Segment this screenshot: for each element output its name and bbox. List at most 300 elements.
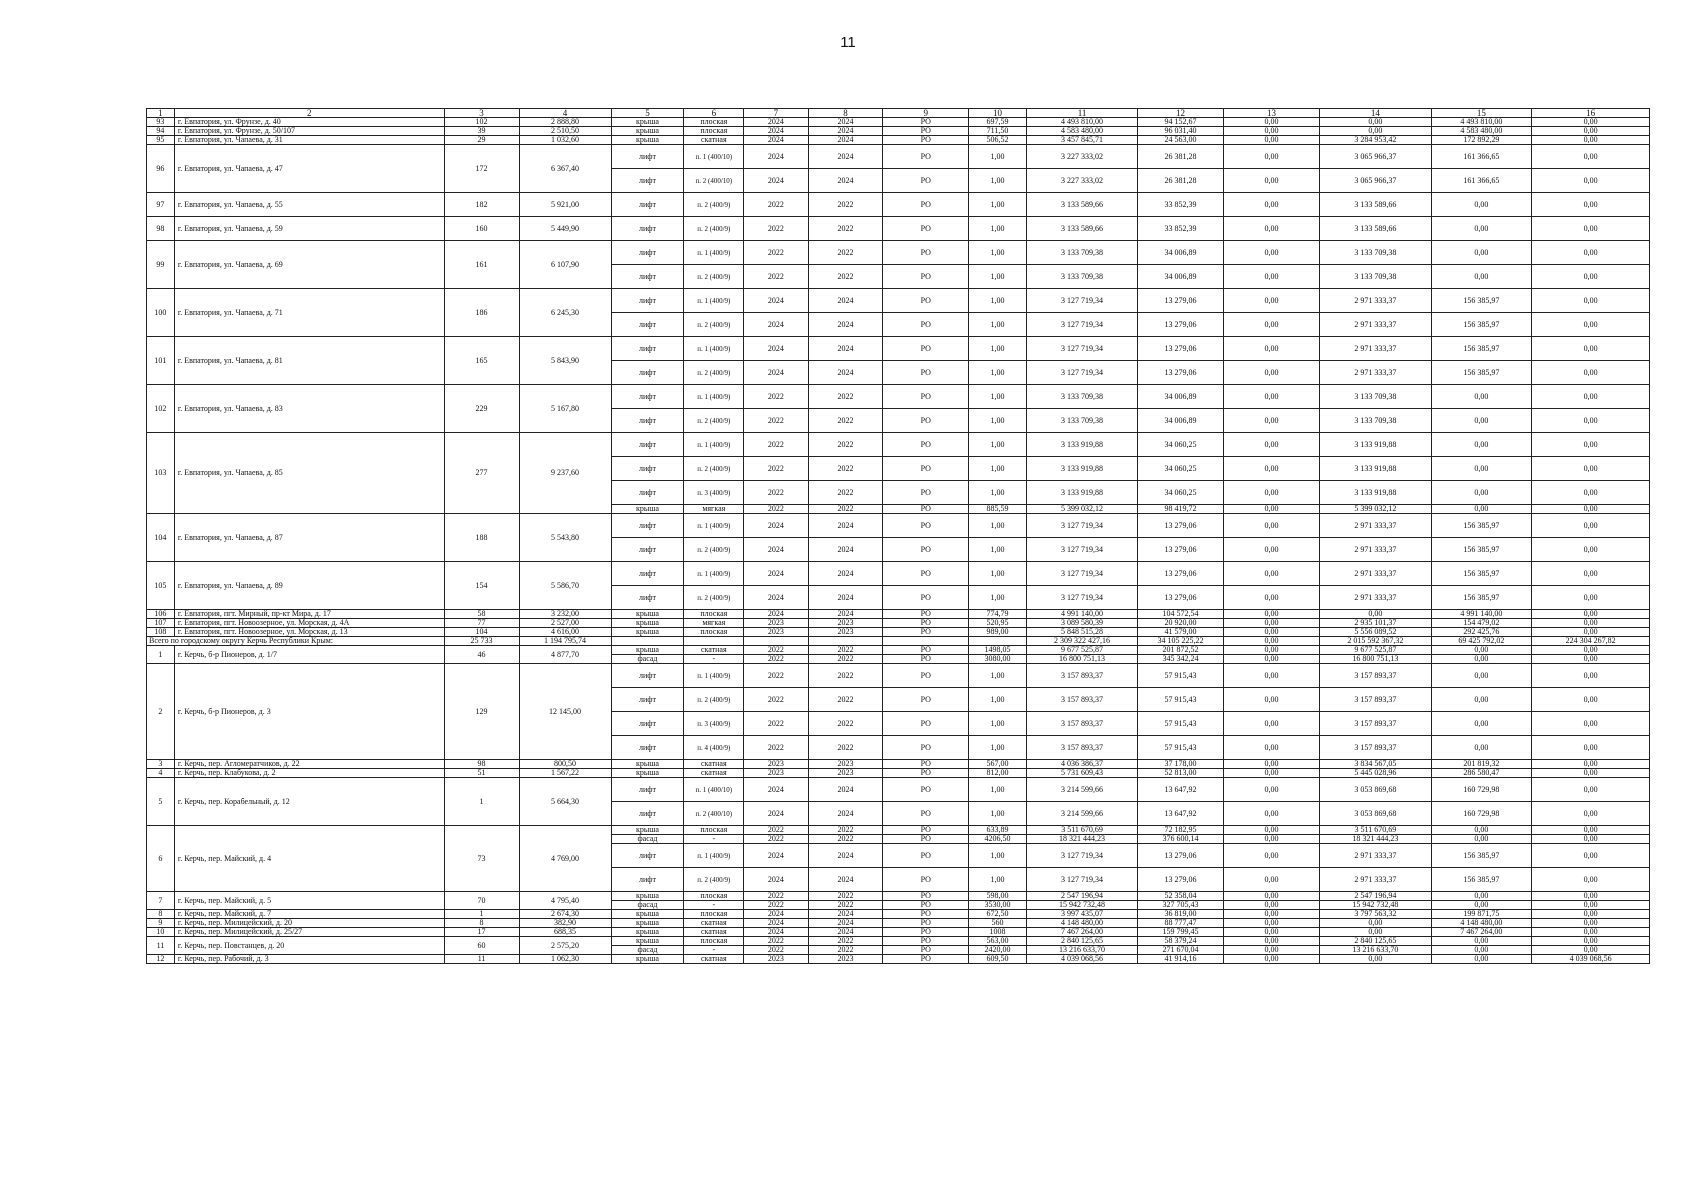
cell-address: г. Евпатория, ул. Чапаева, д. 47: [174, 145, 444, 193]
cell-residents: 1: [444, 778, 519, 826]
cell-num: 95: [147, 136, 175, 145]
table-row: [147, 136, 1650, 145]
cell-fund-owners: 0,00: [1532, 313, 1650, 337]
cell-address: г. Керчь, б-р Пионеров, д. 3: [174, 664, 444, 760]
cell-plan-year: 2024: [744, 514, 808, 538]
cell-total-cost: 3 214 599,66: [1026, 802, 1137, 826]
cell-area: 6 245,30: [519, 289, 611, 337]
cell-plan-year: 2022: [744, 664, 808, 688]
cell-num: 98: [147, 217, 175, 241]
cell-area: 5 167,80: [519, 385, 611, 433]
cell-plan-year: 2024: [744, 118, 808, 127]
cell-plan-year: 2022: [744, 688, 808, 712]
header-row: [147, 109, 1650, 118]
cell-source: РО: [883, 136, 969, 145]
cell-source: РО: [883, 118, 969, 127]
cell-fund-federal: 0,00: [1223, 835, 1319, 844]
cell-work-year: 2024: [808, 538, 883, 562]
cell-volume: 1,00: [969, 217, 1027, 241]
cell-work-year: 2024: [808, 778, 883, 802]
cell-fund-republic: 5 556 089,52: [1320, 628, 1431, 637]
cell-element: лифт: [611, 538, 684, 562]
cell-fund-republic: 2 971 333,37: [1320, 337, 1431, 361]
cell-fund-owners: 0,00: [1532, 937, 1650, 946]
cell-element-type: плоская: [684, 826, 744, 835]
cell-element: крыша: [611, 910, 684, 919]
cell-plan-year: 2024: [744, 928, 808, 937]
cell-work-year: 2022: [808, 409, 883, 433]
cell-fund-local: 0,00: [1431, 892, 1532, 901]
cell-fund-republic: 3 511 670,69: [1320, 826, 1431, 835]
cell-plan-year: 2024: [744, 313, 808, 337]
cell-work-year: 2024: [808, 928, 883, 937]
cell-fund-local: 0,00: [1431, 946, 1532, 955]
cell-fund-local: 4 583 480,00: [1431, 127, 1532, 136]
cell-specific-cost: 94 152,67: [1138, 118, 1224, 127]
cell-specific-cost: 34 060,25: [1138, 457, 1224, 481]
cell-work-year: 2022: [808, 688, 883, 712]
cell-element: крыша: [611, 892, 684, 901]
cell-address: г. Евпатория, пгт. Мирный, пр-кт Мира, д. 17: [174, 610, 444, 619]
cell-source: РО: [883, 928, 969, 937]
cell-area: 9 237,60: [519, 433, 611, 514]
cell-fund-republic: 2 971 333,37: [1320, 514, 1431, 538]
cell-plan-year: 2024: [744, 136, 808, 145]
cell-address: г. Евпатория, ул. Чапаева, д. 69: [174, 241, 444, 289]
cell-specific-cost: 34 006,89: [1138, 409, 1224, 433]
cell-fund-federal: 0,00: [1223, 769, 1319, 778]
cell-fund-local: 286 580,47: [1431, 769, 1532, 778]
cell-fund-federal: 0,00: [1223, 646, 1319, 655]
cell-fund-federal: 0,00: [1223, 736, 1319, 760]
cell-fund-local: 160 729,98: [1431, 778, 1532, 802]
table-row: [147, 910, 1650, 919]
cell-source: РО: [883, 826, 969, 835]
table-row: [147, 928, 1650, 937]
cell-total-cost: 3 157 893,37: [1026, 736, 1137, 760]
table-row: [147, 955, 1650, 964]
cell-plan-year: 2022: [744, 946, 808, 955]
cell-fund-local: 156 385,97: [1431, 538, 1532, 562]
cell-residents: 8: [444, 919, 519, 928]
cell-fund-local: 160 729,98: [1431, 802, 1532, 826]
cell-fund-republic: 0,00: [1320, 928, 1431, 937]
cell-address: г. Евпатория, ул. Чапаева, д. 89: [174, 562, 444, 610]
cell-fund-federal: 0,00: [1223, 241, 1319, 265]
cell-fund-republic: 2 971 333,37: [1320, 844, 1431, 868]
cell-fund-federal: 0,00: [1223, 892, 1319, 901]
cell-fund-republic: 16 800 751,13: [1320, 655, 1431, 664]
table-row: [147, 760, 1650, 769]
cell-fund-federal: 0,00: [1223, 457, 1319, 481]
cell-fund-federal: 0,00: [1223, 127, 1319, 136]
cell-element-type: п. 2 (400/9): [684, 688, 744, 712]
column-number-16: 16: [1532, 109, 1650, 118]
cell-element: лифт: [611, 409, 684, 433]
table-row: [147, 937, 1650, 946]
cell-work-year: 2022: [808, 457, 883, 481]
cell-fund-republic: 5 445 028,96: [1320, 769, 1431, 778]
cell-volume: 1,00: [969, 145, 1027, 169]
cell-work-year: 2022: [808, 505, 883, 514]
cell-address: г. Керчь, пер. Корабельный, д. 12: [174, 778, 444, 826]
cell-element: лифт: [611, 736, 684, 760]
cell-specific-cost: 201 872,52: [1138, 646, 1224, 655]
cell-residents: 73: [444, 826, 519, 892]
cell-specific-cost: 41 914,16: [1138, 955, 1224, 964]
cell-fund-local: 4 991 140,00: [1431, 610, 1532, 619]
cell-fund-federal: 0,00: [1223, 409, 1319, 433]
cell-specific-cost: 13 279,06: [1138, 868, 1224, 892]
cell-residents: 165: [444, 337, 519, 385]
column-number-8: 8: [808, 109, 883, 118]
cell-area: 1 062,30: [519, 955, 611, 964]
cell-fund-federal: 0,00: [1223, 265, 1319, 289]
cell-element: лифт: [611, 514, 684, 538]
table-row: [147, 289, 1650, 313]
cell-volume: 1,00: [969, 586, 1027, 610]
cell-work-year: 2022: [808, 712, 883, 736]
cell-element: крыша: [611, 610, 684, 619]
cell-element-type: -: [684, 655, 744, 664]
cell-work-year: 2023: [808, 955, 883, 964]
cell-fund-owners: 0,00: [1532, 361, 1650, 385]
cell-residents: 160: [444, 217, 519, 241]
cell-element-type: мягкая: [684, 619, 744, 628]
cell-source: РО: [883, 265, 969, 289]
cell-num: 94: [147, 127, 175, 136]
cell-specific-cost: 52 813,00: [1138, 769, 1224, 778]
cell-element: лифт: [611, 688, 684, 712]
cell-fund-owners: 0,00: [1532, 538, 1650, 562]
total-cell: 1 194 795,74: [519, 637, 611, 646]
cell-fund-federal: 0,00: [1223, 145, 1319, 169]
cell-fund-federal: 0,00: [1223, 313, 1319, 337]
cell-element-type: п. 2 (400/9): [684, 313, 744, 337]
cell-source: РО: [883, 628, 969, 637]
cell-total-cost: 3 511 670,69: [1026, 826, 1137, 835]
capital-repair-register-table: [146, 108, 1650, 964]
cell-element-type: п. 2 (400/9): [684, 193, 744, 217]
cell-fund-owners: 0,00: [1532, 760, 1650, 769]
cell-fund-local: 0,00: [1431, 481, 1532, 505]
cell-total-cost: 3 157 893,37: [1026, 688, 1137, 712]
table-row: [147, 610, 1650, 619]
cell-element-type: п. 2 (400/9): [684, 586, 744, 610]
cell-source: РО: [883, 217, 969, 241]
cell-plan-year: 2024: [744, 586, 808, 610]
cell-source: РО: [883, 760, 969, 769]
cell-fund-owners: 0,00: [1532, 193, 1650, 217]
cell-fund-federal: 0,00: [1223, 118, 1319, 127]
cell-address: г. Евпатория, ул. Чапаева, д. 31: [174, 136, 444, 145]
total-row: [147, 637, 1650, 646]
cell-fund-owners: 0,00: [1532, 892, 1650, 901]
table-row: [147, 118, 1650, 127]
cell-total-cost: 9 677 525,87: [1026, 646, 1137, 655]
cell-source: РО: [883, 844, 969, 868]
cell-fund-owners: 0,00: [1532, 457, 1650, 481]
cell-element: лифт: [611, 481, 684, 505]
cell-specific-cost: 26 381,28: [1138, 145, 1224, 169]
cell-fund-federal: 0,00: [1223, 217, 1319, 241]
cell-plan-year: 2024: [744, 778, 808, 802]
cell-residents: 188: [444, 514, 519, 562]
cell-element: крыша: [611, 928, 684, 937]
cell-address: г. Евпатория, ул. Чапаева, д. 87: [174, 514, 444, 562]
cell-fund-republic: 3 065 966,37: [1320, 169, 1431, 193]
cell-element-type: п. 1 (400/9): [684, 385, 744, 409]
cell-source: РО: [883, 919, 969, 928]
cell-element-type: п. 2 (400/9): [684, 265, 744, 289]
cell-specific-cost: 376 600,14: [1138, 835, 1224, 844]
cell-source: РО: [883, 736, 969, 760]
cell-num: 105: [147, 562, 175, 610]
cell-volume: 1,00: [969, 265, 1027, 289]
cell-plan-year: 2024: [744, 919, 808, 928]
cell-address: г. Керчь, пер. Агломератчиков, д. 22: [174, 760, 444, 769]
cell-fund-republic: 3 797 563,32: [1320, 910, 1431, 919]
table-row: [147, 619, 1650, 628]
cell-total-cost: 3 133 589,66: [1026, 193, 1137, 217]
cell-num: 102: [147, 385, 175, 433]
cell-element: крыша: [611, 646, 684, 655]
cell-fund-owners: 0,00: [1532, 481, 1650, 505]
cell-num: 96: [147, 145, 175, 193]
cell-specific-cost: 34 006,89: [1138, 265, 1224, 289]
cell-element: крыша: [611, 826, 684, 835]
table-row: [147, 433, 1650, 457]
cell-specific-cost: 88 777,47: [1138, 919, 1224, 928]
cell-total-cost: 5 731 609,43: [1026, 769, 1137, 778]
cell-work-year: 2022: [808, 664, 883, 688]
cell-specific-cost: 98 419,72: [1138, 505, 1224, 514]
cell-specific-cost: 34 060,25: [1138, 481, 1224, 505]
cell-fund-owners: 0,00: [1532, 385, 1650, 409]
cell-address: г. Керчь, пер. Повстанцев, д. 20: [174, 937, 444, 955]
cell-residents: 182: [444, 193, 519, 217]
cell-fund-local: 156 385,97: [1431, 586, 1532, 610]
column-number-11: 11: [1026, 109, 1137, 118]
cell-specific-cost: 41 579,00: [1138, 628, 1224, 637]
cell-volume: 1,00: [969, 337, 1027, 361]
cell-source: РО: [883, 169, 969, 193]
cell-fund-local: 0,00: [1431, 217, 1532, 241]
total-cell: 2 309 322 427,16: [1026, 637, 1137, 646]
cell-work-year: 2023: [808, 760, 883, 769]
cell-address: г. Керчь, пер. Милицейский, д. 25/27: [174, 928, 444, 937]
cell-total-cost: 3 133 709,38: [1026, 409, 1137, 433]
cell-total-cost: 3 133 709,38: [1026, 241, 1137, 265]
cell-fund-local: 154 479,02: [1431, 619, 1532, 628]
cell-fund-federal: 0,00: [1223, 562, 1319, 586]
cell-plan-year: 2022: [744, 655, 808, 664]
cell-volume: 1,00: [969, 385, 1027, 409]
cell-num: 99: [147, 241, 175, 289]
column-number-12: 12: [1138, 109, 1224, 118]
cell-volume: 1,00: [969, 409, 1027, 433]
cell-total-cost: 3 227 333,02: [1026, 145, 1137, 169]
cell-total-cost: 3 127 719,34: [1026, 361, 1137, 385]
table-row: [147, 919, 1650, 928]
cell-total-cost: 3 127 719,34: [1026, 337, 1137, 361]
cell-element-type: п. 2 (400/9): [684, 457, 744, 481]
table-row: [147, 385, 1650, 409]
cell-plan-year: 2024: [744, 910, 808, 919]
cell-element: лифт: [611, 265, 684, 289]
cell-total-cost: 18 321 444,23: [1026, 835, 1137, 844]
cell-area: 382,90: [519, 919, 611, 928]
cell-source: РО: [883, 868, 969, 892]
cell-num: 106: [147, 610, 175, 619]
cell-fund-federal: 0,00: [1223, 802, 1319, 826]
cell-element: лифт: [611, 664, 684, 688]
cell-plan-year: 2022: [744, 241, 808, 265]
cell-element: лифт: [611, 562, 684, 586]
cell-num: 11: [147, 937, 175, 955]
cell-plan-year: 2022: [744, 646, 808, 655]
cell-fund-owners: 0,00: [1532, 265, 1650, 289]
cell-work-year: 2023: [808, 628, 883, 637]
cell-source: РО: [883, 241, 969, 265]
cell-fund-federal: 0,00: [1223, 514, 1319, 538]
cell-volume: 1,00: [969, 313, 1027, 337]
cell-residents: 77: [444, 619, 519, 628]
cell-fund-federal: 0,00: [1223, 169, 1319, 193]
cell-fund-local: 0,00: [1431, 835, 1532, 844]
cell-element-type: скатная: [684, 760, 744, 769]
cell-address: г. Евпатория, пгт. Новоозерное, ул. Морская, д. 4А: [174, 619, 444, 628]
cell-plan-year: 2024: [744, 844, 808, 868]
column-number-13: 13: [1223, 109, 1319, 118]
cell-fund-owners: 0,00: [1532, 901, 1650, 910]
cell-work-year: 2022: [808, 241, 883, 265]
cell-element-type: п. 1 (400/9): [684, 844, 744, 868]
cell-element-type: -: [684, 901, 744, 910]
cell-fund-owners: 0,00: [1532, 505, 1650, 514]
cell-element-type: п. 1 (400/9): [684, 433, 744, 457]
cell-work-year: 2024: [808, 562, 883, 586]
cell-work-year: 2024: [808, 145, 883, 169]
total-cell: [611, 637, 684, 646]
cell-fund-republic: 3 133 709,38: [1320, 265, 1431, 289]
cell-total-cost: 4 493 810,00: [1026, 118, 1137, 127]
cell-element: крыша: [611, 505, 684, 514]
table-row: [147, 241, 1650, 265]
cell-element-type: п. 1 (400/9): [684, 337, 744, 361]
cell-fund-owners: 0,00: [1532, 241, 1650, 265]
cell-specific-cost: 34 060,25: [1138, 433, 1224, 457]
cell-work-year: 2024: [808, 313, 883, 337]
cell-fund-local: 156 385,97: [1431, 289, 1532, 313]
cell-specific-cost: 13 279,06: [1138, 289, 1224, 313]
cell-fund-local: 156 385,97: [1431, 514, 1532, 538]
cell-fund-local: 0,00: [1431, 955, 1532, 964]
cell-volume: 885,59: [969, 505, 1027, 514]
cell-plan-year: 2023: [744, 955, 808, 964]
cell-total-cost: 3 133 709,38: [1026, 385, 1137, 409]
cell-total-cost: 3 127 719,34: [1026, 586, 1137, 610]
cell-residents: 39: [444, 127, 519, 136]
cell-address: г. Керчь, пер. Майский, д. 5: [174, 892, 444, 910]
cell-residents: 129: [444, 664, 519, 760]
cell-fund-republic: 2 971 333,37: [1320, 361, 1431, 385]
cell-fund-federal: 0,00: [1223, 337, 1319, 361]
cell-element: крыша: [611, 118, 684, 127]
cell-element-type: скатная: [684, 769, 744, 778]
cell-source: РО: [883, 562, 969, 586]
cell-element: фасад: [611, 835, 684, 844]
cell-plan-year: 2022: [744, 505, 808, 514]
cell-specific-cost: 104 572,54: [1138, 610, 1224, 619]
cell-source: РО: [883, 946, 969, 955]
cell-num: 104: [147, 514, 175, 562]
cell-work-year: 2022: [808, 193, 883, 217]
cell-fund-republic: 3 133 709,38: [1320, 385, 1431, 409]
cell-fund-federal: 0,00: [1223, 910, 1319, 919]
cell-fund-federal: 0,00: [1223, 136, 1319, 145]
cell-source: РО: [883, 409, 969, 433]
cell-total-cost: 3 227 333,02: [1026, 169, 1137, 193]
cell-source: РО: [883, 712, 969, 736]
cell-work-year: 2022: [808, 937, 883, 946]
cell-element-type: плоская: [684, 628, 744, 637]
cell-num: 6: [147, 826, 175, 892]
cell-fund-federal: 0,00: [1223, 538, 1319, 562]
cell-element-type: п. 2 (400/9): [684, 361, 744, 385]
cell-fund-local: 0,00: [1431, 646, 1532, 655]
column-number-4: 4: [519, 109, 611, 118]
cell-plan-year: 2022: [744, 481, 808, 505]
cell-fund-republic: 9 677 525,87: [1320, 646, 1431, 655]
cell-specific-cost: 96 031,40: [1138, 127, 1224, 136]
cell-total-cost: 3 127 719,34: [1026, 844, 1137, 868]
cell-address: г. Евпатория, ул. Чапаева, д. 55: [174, 193, 444, 217]
cell-fund-local: 156 385,97: [1431, 562, 1532, 586]
cell-element-type: скатная: [684, 136, 744, 145]
cell-address: г. Керчь, пер. Милицейский, д. 20: [174, 919, 444, 928]
cell-element: крыша: [611, 127, 684, 136]
cell-work-year: 2024: [808, 610, 883, 619]
cell-total-cost: 3 127 719,34: [1026, 868, 1137, 892]
cell-element: крыша: [611, 955, 684, 964]
cell-source: РО: [883, 802, 969, 826]
cell-specific-cost: 13 647,92: [1138, 778, 1224, 802]
cell-source: РО: [883, 193, 969, 217]
cell-work-year: 2024: [808, 118, 883, 127]
cell-total-cost: 3 133 589,66: [1026, 217, 1137, 241]
cell-total-cost: 15 942 732,48: [1026, 901, 1137, 910]
cell-plan-year: 2022: [744, 712, 808, 736]
cell-fund-local: 0,00: [1431, 937, 1532, 946]
cell-address: г. Евпатория, пгт. Новоозерное, ул. Морская, д. 13: [174, 628, 444, 637]
column-number-5: 5: [611, 109, 684, 118]
cell-element-type: п. 2 (400/9): [684, 217, 744, 241]
cell-fund-republic: 3 133 589,66: [1320, 193, 1431, 217]
cell-residents: 98: [444, 760, 519, 769]
cell-fund-republic: 2 935 101,37: [1320, 619, 1431, 628]
cell-fund-local: 0,00: [1431, 457, 1532, 481]
cell-fund-federal: 0,00: [1223, 655, 1319, 664]
cell-fund-owners: 0,00: [1532, 736, 1650, 760]
cell-element: крыша: [611, 760, 684, 769]
cell-source: РО: [883, 664, 969, 688]
cell-specific-cost: 57 915,43: [1138, 664, 1224, 688]
cell-source: РО: [883, 313, 969, 337]
cell-plan-year: 2024: [744, 538, 808, 562]
column-number-7: 7: [744, 109, 808, 118]
cell-fund-local: 0,00: [1431, 265, 1532, 289]
